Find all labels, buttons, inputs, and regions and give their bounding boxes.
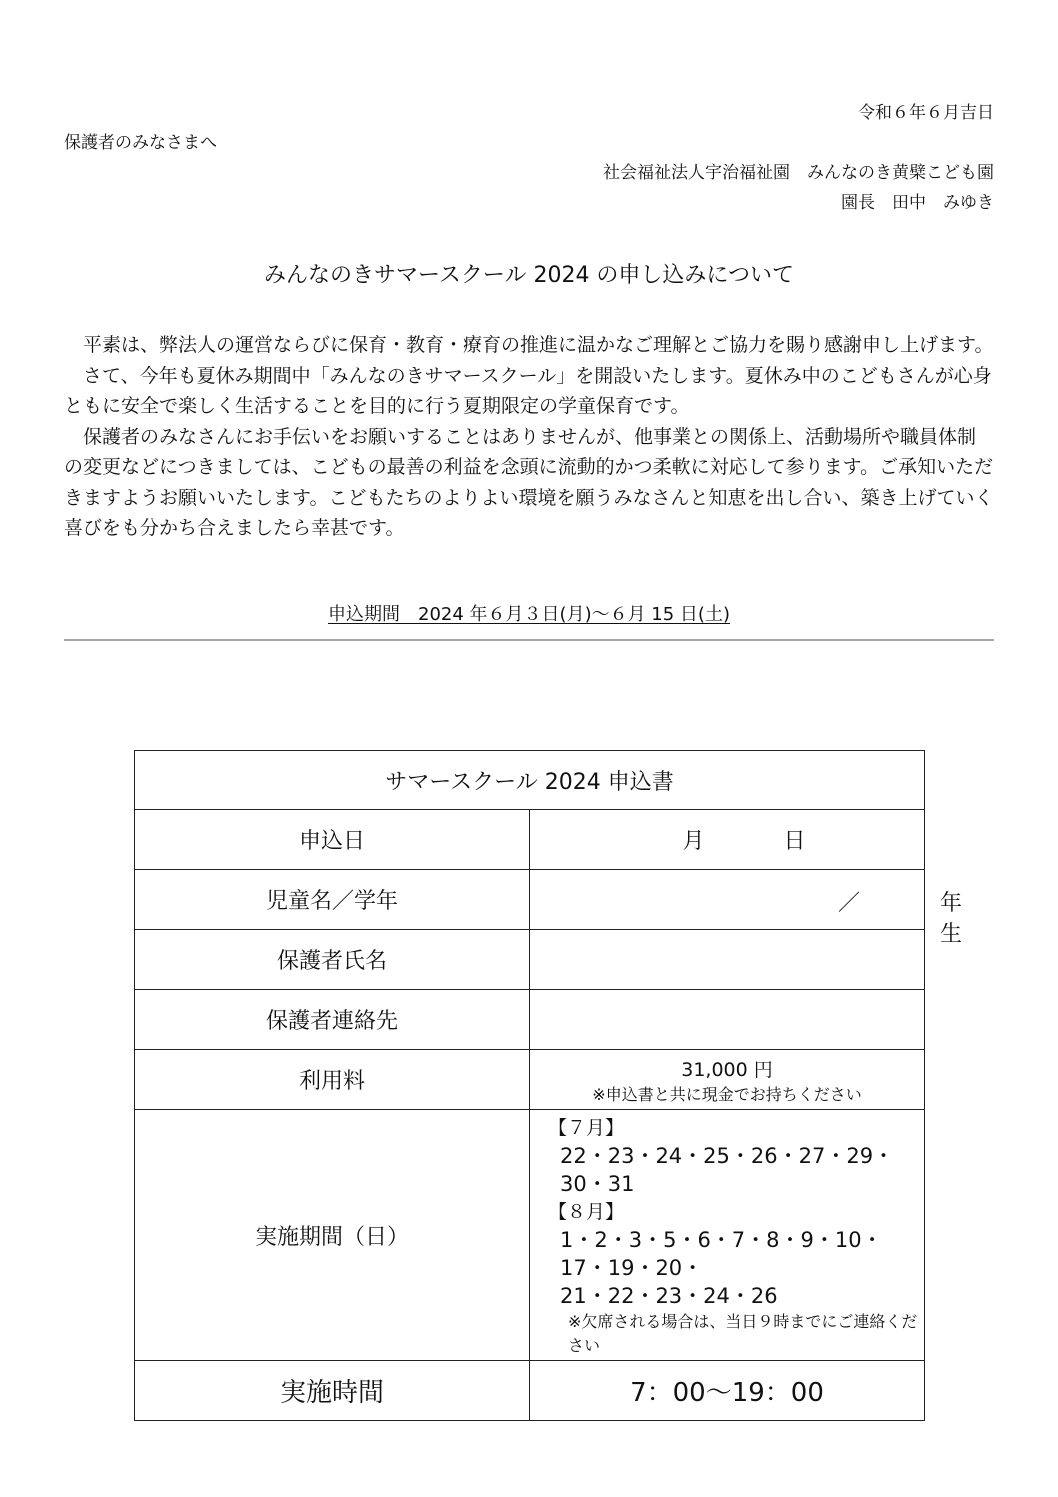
absence-note: ※欠席される場合は、当日９時までにご連絡ください xyxy=(568,1312,918,1355)
letter-body xyxy=(64,330,994,544)
guardian-name-field[interactable] xyxy=(530,930,925,990)
july-heading: 【７月】 xyxy=(548,1117,625,1139)
month-unit: 月 xyxy=(682,829,705,854)
hours-value: 7：00～19：00 xyxy=(530,1361,925,1421)
body-paragraph-2: さて、今年も夏休み期間中「みんなのきサマースクール」を開設いたします。夏休み中のこどもさんが心身ともに安全で楽しく生活することを目的に行う夏期限定の学童保育です。 xyxy=(64,364,992,417)
form-row-date xyxy=(135,810,925,870)
form-row-hours xyxy=(135,1361,925,1421)
fee-amount: 31,000 円 xyxy=(681,1058,773,1081)
application-period-text: 申込期間 2024 年６月３日(月)～６月 15 日(土) xyxy=(328,604,730,625)
body-paragraph-1: 平素は、弊法人の運営ならびに保育・教育・療育の推進に温かなご理解とご協力を賜り感謝申し上げます。 xyxy=(83,334,994,356)
application-date-field[interactable] xyxy=(530,810,925,870)
august-days-line-2: 21・22・23・24・26 xyxy=(560,1284,778,1308)
day-unit: 日 xyxy=(783,829,806,854)
guardian-contact-field[interactable] xyxy=(530,990,925,1050)
schedule-cell xyxy=(530,1110,925,1361)
form-row-fee xyxy=(135,1050,925,1110)
label-guardian-name: 保護者氏名 xyxy=(135,930,530,990)
form-row-schedule xyxy=(135,1110,925,1361)
body-paragraph-3: 保護者のみなさんにお手伝いをお願いすることはありませんが、他事業との関係上、活動場所や職員体制の変更などにつきましては、こどもの最善の利益を念頭に流動的かつ柔軟に対応して参ります。ご承知いただきますようお願いいたします。こどもたちのよりよい環境を願うみなさんと知恵を出し合い、築き上げていく喜びをも分かち合えましたら幸甚です。 xyxy=(64,425,994,539)
fee-note: ※申込書と共に現金でお持ちください xyxy=(592,1084,862,1104)
principal-name: 園長 田中 みゆき xyxy=(841,193,994,213)
label-fee: 利用料 xyxy=(135,1050,530,1110)
form-row-child xyxy=(135,870,925,930)
grade-unit: 年生 xyxy=(940,891,963,947)
label-child-name-grade: 児童名／学年 xyxy=(135,870,530,930)
addressee: 保護者のみなさまへ xyxy=(64,133,217,153)
document-title: みんなのきサマースクール 2024 の申し込みについて xyxy=(264,263,794,288)
divider-line xyxy=(64,639,994,641)
form-title: サマースクール 2024 申込書 xyxy=(135,751,925,810)
form-row-guardian-name xyxy=(135,930,925,990)
document-date: 令和６年６月吉日 xyxy=(858,103,994,123)
application-form xyxy=(134,750,963,1421)
child-name-grade-field[interactable] xyxy=(530,870,963,947)
july-days: 22・23・24・25・26・27・29・30・31 xyxy=(560,1144,895,1196)
august-days-line-1: 1・2・3・5・6・7・8・9・10・17・19・20・ xyxy=(560,1228,883,1280)
application-period xyxy=(0,600,1058,626)
label-schedule: 実施期間（日） xyxy=(135,1110,530,1361)
label-application-date: 申込日 xyxy=(135,810,530,870)
form-row-guardian-contact xyxy=(135,990,925,1050)
august-heading: 【８月】 xyxy=(548,1201,625,1223)
organization-name: 社会福祉法人宇治福祉園 みんなのき黄檗こども園 xyxy=(603,163,994,183)
label-guardian-contact: 保護者連絡先 xyxy=(135,990,530,1050)
label-hours: 実施時間 xyxy=(135,1361,530,1421)
fee-cell xyxy=(530,1050,925,1110)
name-grade-separator: ／ xyxy=(838,891,861,916)
